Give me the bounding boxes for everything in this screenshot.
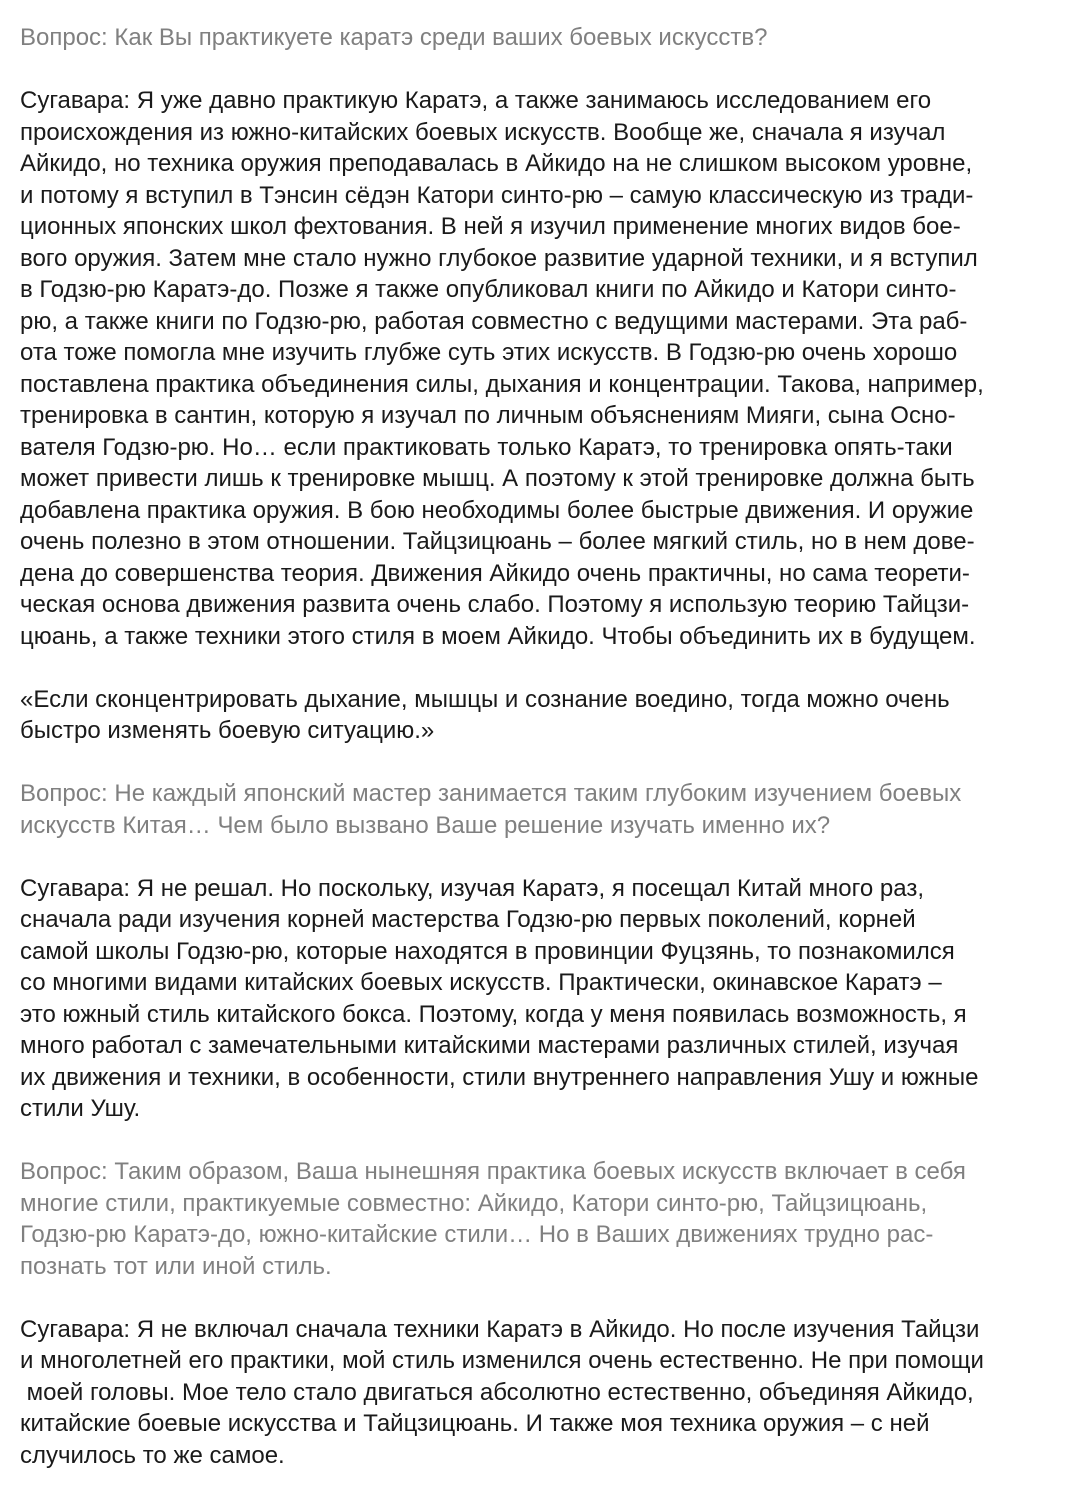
quote-paragraph bbox=[20, 684, 1076, 747]
quote-line: «Если сконцентрировать дыхание, мышцы и сознание воедино, тогда можно очень bbox=[20, 685, 950, 713]
question-paragraph bbox=[20, 22, 1076, 54]
answer-line: случилось то же самое. bbox=[20, 1441, 285, 1469]
answer-paragraph bbox=[20, 873, 1076, 1125]
answer-line: и многолетней его практики, мой стиль изменился очень естественно. Не при помощи bbox=[20, 1347, 984, 1374]
answer-line: очень полезно в этом отношении. Тайцзицюань – более мягкий стиль, но в нем дове- bbox=[20, 528, 975, 555]
answer-line: моей головы. Мое тело стало двигаться абсолютно естественно, объединяя Айкидо, bbox=[20, 1378, 974, 1406]
question-line: Вопрос: Таким образом, Ваша нынешняя практика боевых искусств включает в себя bbox=[20, 1158, 966, 1185]
answer-line: это южный стиль китайского бокса. Поэтому, когда у меня появилась возможность, я bbox=[20, 1000, 967, 1028]
answer-line: в Годзю-рю Каратэ-до. Позже я также опубликовал книги по Айкидо и Катори синто- bbox=[20, 276, 957, 303]
answer-line: их движения и техники, в особенности, стили внутреннего направления Ушу и южные bbox=[20, 1063, 979, 1091]
answer-paragraph bbox=[20, 85, 1076, 652]
answer-line: может привести лишь к тренировке мышц. А поэтому к этой тренировке должна быть bbox=[20, 465, 975, 492]
answer-line: Сугавара: Я не решал. Но поскольку, изучая Каратэ, я посещал Китай много раз, bbox=[20, 874, 924, 902]
answer-line: вателя Годзю-рю. Но… если практиковать только Каратэ, то тренировка опять-таки bbox=[20, 433, 953, 461]
question-paragraph bbox=[20, 778, 1076, 841]
answer-line: много работал с замечательными китайскими мастерами различных стилей, изучая bbox=[20, 1032, 959, 1059]
answer-line: китайские боевые искусства и Тайцзицюань. И также моя техника оружия – с ней bbox=[20, 1410, 930, 1437]
answer-line: цюань, а также техники этого стиля в моем Айкидо. Чтобы объединить их в будущем. bbox=[20, 622, 976, 650]
question-line: Вопрос: Как Вы практикуете каратэ среди ваших боевых искусств? bbox=[20, 24, 768, 51]
answer-line: добавлена практика оружия. В бою необходимы более быстрые движения. И оружие bbox=[20, 496, 974, 524]
answer-line: происхождения из южно-китайских боевых искусств. Вообще же, сначала я изучал bbox=[20, 118, 946, 146]
answer-line: тренировка в сантин, которую я изучал по личным объяснениям Мияги, сына Осно- bbox=[20, 402, 956, 429]
question-line: познать тот или иной стиль. bbox=[20, 1252, 332, 1280]
answer-paragraph bbox=[20, 1314, 1076, 1472]
answer-line: Сугавара: Я не включал сначала техники Каратэ в Айкидо. Но после изучения Тайцзи bbox=[20, 1315, 980, 1343]
question-line: многие стили, практикуемые совместно: Айкидо, Катори синто-рю, Тайцзицюань, bbox=[20, 1189, 928, 1217]
answer-line: вого оружия. Затем мне стало нужно глубокое развитие ударной техники, и я вступил bbox=[20, 244, 978, 272]
question-line: искусств Китая… Чем было вызвано Ваше решение изучать именно их? bbox=[20, 811, 831, 839]
quote-line: быстро изменять боевую ситуацию.» bbox=[20, 717, 435, 744]
answer-line: ота тоже помогла мне изучить глубже суть этих искусств. В Годзю-рю очень хорошо bbox=[20, 339, 958, 366]
answer-line: ционных японских школ фехтования. В ней я изучил применение многих видов бое- bbox=[20, 213, 961, 240]
answer-line: ческая основа движения развита очень слабо. Поэтому я использую теорию Тайцзи- bbox=[20, 591, 970, 618]
answer-line: самой школы Годзю-рю, которые находятся в провинции Фуцзянь, то познакомился bbox=[20, 937, 955, 965]
answer-line: рю, а также книги по Годзю-рю, работая совместно с ведущими мастерами. Эта раб- bbox=[20, 307, 968, 335]
question-line: Вопрос: Не каждый японский мастер занимается таким глубоким изучением боевых bbox=[20, 780, 962, 807]
answer-line: Айкидо, но техника оружия преподавалась в Айкидо на не слишком высоком уровне, bbox=[20, 150, 973, 177]
question-paragraph bbox=[20, 1156, 1076, 1282]
interview-page bbox=[20, 22, 1076, 1503]
answer-line: сначала ради изучения корней мастерства Годзю-рю первых поколений, корней bbox=[20, 906, 916, 933]
question-line: Годзю-рю Каратэ-до, южно-китайские стили… Но в Ваших движениях трудно рас- bbox=[20, 1221, 934, 1248]
answer-line: поставлена практика объединения силы, дыхания и концентрации. Такова, например, bbox=[20, 370, 984, 398]
answer-line: и потому я вступил в Тэнсин сёдэн Катори синто-рю – самую классическую из тради- bbox=[20, 181, 974, 209]
answer-line: стили Ушу. bbox=[20, 1095, 141, 1122]
answer-line: дена до совершенства теория. Движения Айкидо очень практичны, но сама теорети- bbox=[20, 559, 970, 587]
answer-line: со многими видами китайских боевых искусств. Практически, окинавское Каратэ – bbox=[20, 969, 942, 996]
answer-line: Сугавара: Я уже давно практикую Каратэ, а также занимаюсь исследованием его bbox=[20, 87, 932, 114]
